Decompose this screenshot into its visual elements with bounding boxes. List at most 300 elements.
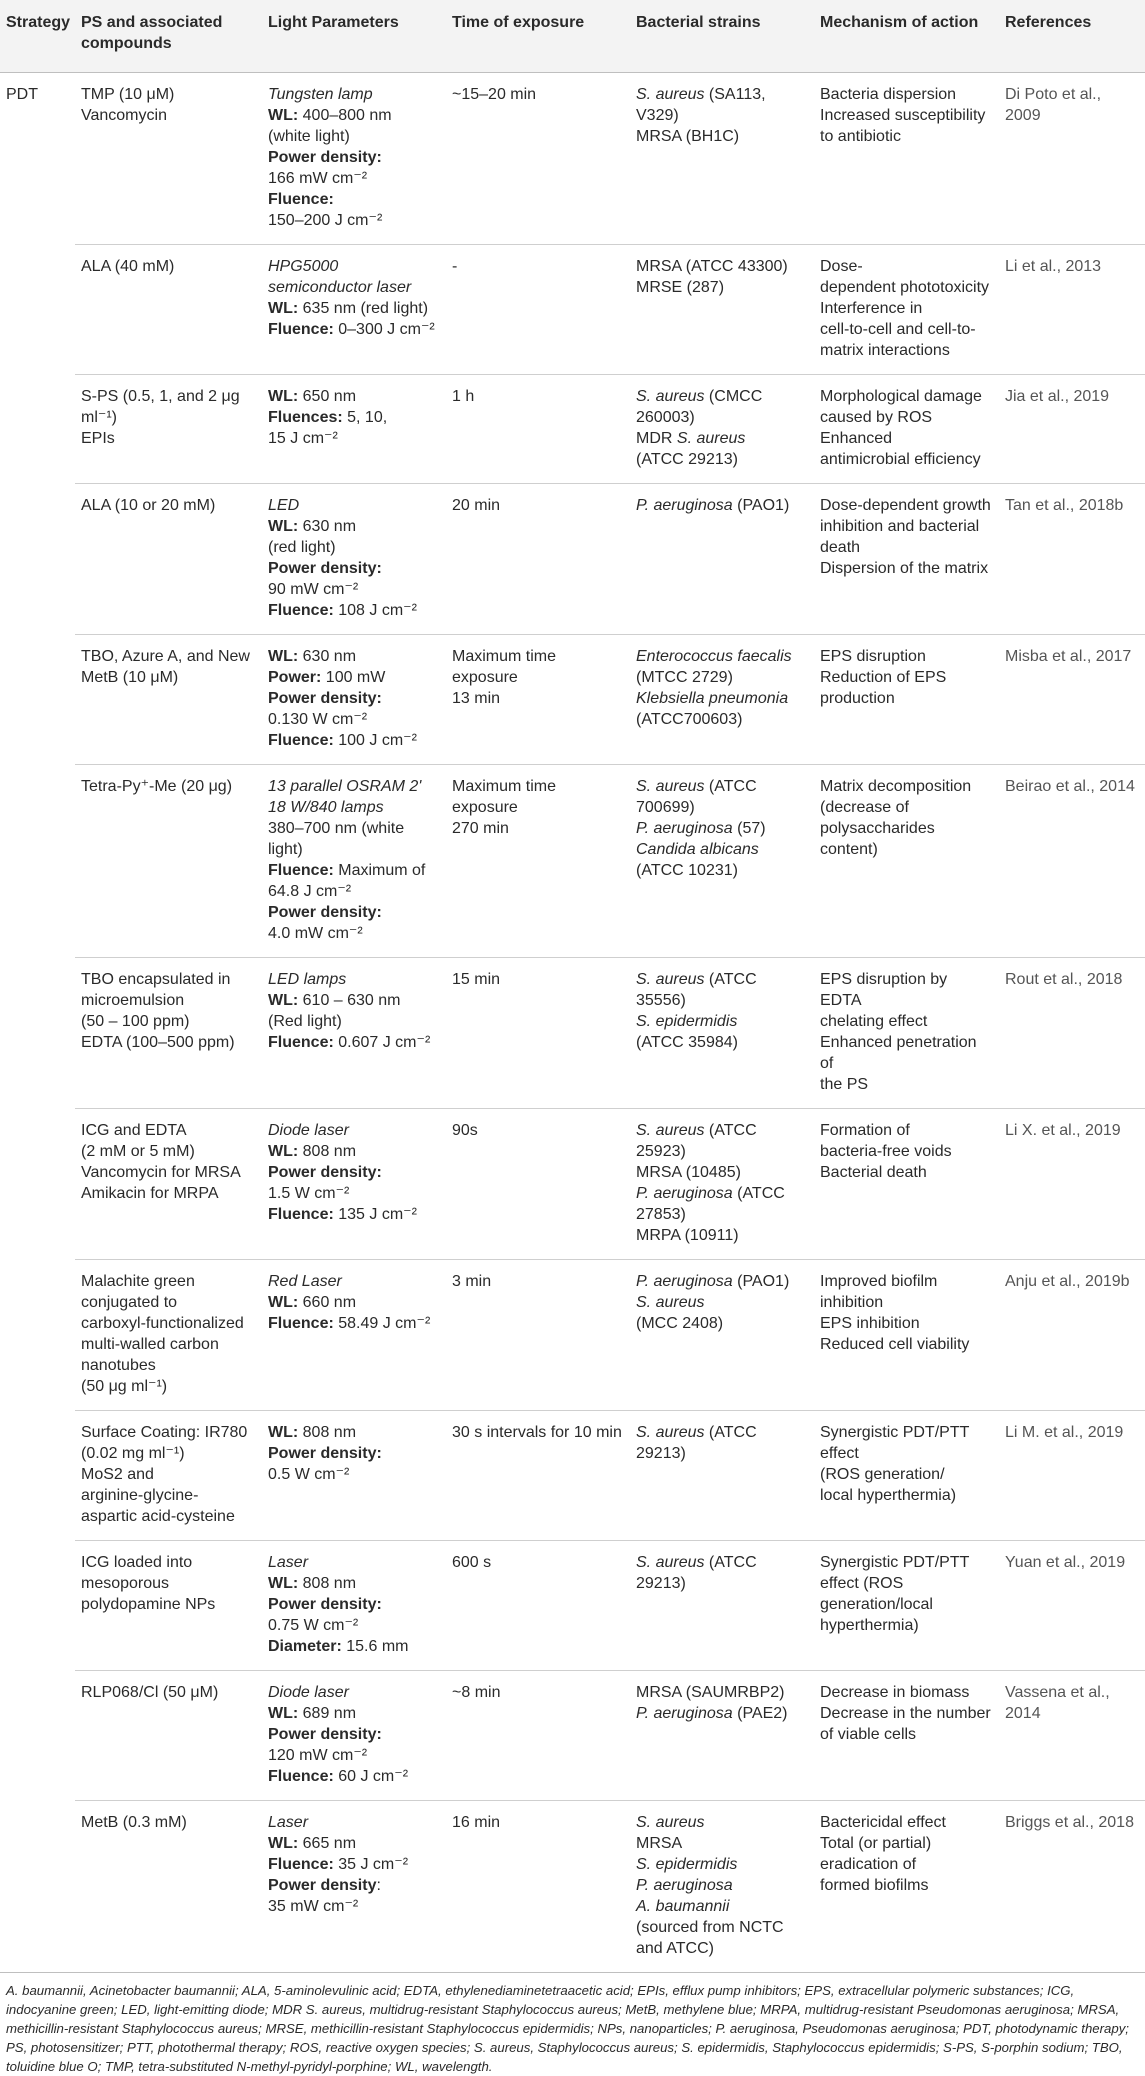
cell-strains-line	[636, 428, 808, 449]
param-label: Power density:	[268, 1596, 382, 1613]
cell-mechanism-line: EPS inhibition	[820, 1315, 920, 1332]
cell-light-line	[268, 1875, 440, 1896]
line-text: HPG5000	[268, 258, 339, 275]
table-row	[0, 765, 1145, 958]
param-value: 665 nm	[298, 1835, 357, 1852]
cell-strains-line	[636, 407, 808, 428]
cell-light-line	[268, 516, 440, 537]
param-value: 650 nm	[298, 388, 357, 405]
cell-mechanism-line: EPS disruption by EDTA	[820, 971, 948, 1009]
cell-light-line	[268, 189, 440, 210]
cell-mechanism-line: hyperthermia)	[820, 1617, 919, 1634]
cell-light-line	[268, 537, 440, 558]
cell-mechanism	[814, 1801, 999, 1973]
param-label: Fluence:	[268, 1206, 334, 1223]
param-label: WL:	[268, 1294, 299, 1311]
cell-strategy	[0, 484, 75, 635]
cell-light	[262, 1411, 446, 1541]
cell-light	[262, 375, 446, 484]
cell-ps	[75, 958, 262, 1109]
cell-light-line	[268, 1833, 440, 1854]
cell-mechanism-line: Total (or partial)	[820, 1835, 932, 1852]
cell-light-line	[268, 558, 440, 579]
cell-light-line	[268, 709, 440, 730]
cell-mechanism-line: matrix interactions	[820, 342, 950, 359]
line-text: Red Laser	[268, 1273, 342, 1290]
cell-ps-line: ml⁻¹)	[81, 409, 117, 426]
line-text: S. aureus (ATCC 29213)	[636, 1424, 757, 1462]
cell-light	[262, 635, 446, 765]
line-text: MRSE (287)	[636, 279, 725, 296]
cell-strains-line	[636, 667, 808, 688]
param-label: Fluence:	[268, 191, 334, 208]
cell-mechanism	[814, 1109, 999, 1260]
cell-light	[262, 484, 446, 635]
line-text: P. aeruginosa (ATCC	[636, 1185, 785, 1202]
cell-mechanism-line: Decrease in biomass	[820, 1684, 970, 1701]
cell-strategy: PDT	[6, 86, 38, 103]
param-value: 60 J cm⁻²	[333, 1768, 409, 1785]
cell-mechanism-line: effect (ROS	[820, 1575, 904, 1592]
cell-time-line: 270 min	[452, 820, 509, 837]
line-text: 90 mW cm⁻²	[268, 581, 359, 598]
line-text: S. aureus (SA113, V329)	[636, 86, 766, 124]
cell-mechanism	[814, 73, 999, 245]
cell-reference: Jia et al., 2019	[999, 375, 1145, 484]
line-text: 18 W/840 lamps	[268, 799, 384, 816]
table-row	[0, 73, 1145, 245]
cell-ps-line: Tetra-Py⁺-Me (20 μg)	[81, 778, 233, 795]
line-text: 380–700 nm (white	[268, 820, 405, 837]
line-text: Enterococcus faecalis	[636, 648, 792, 665]
cell-mechanism-line: dependent phototoxicity	[820, 279, 990, 296]
cell-light-line	[268, 105, 440, 126]
cell-strains-line	[636, 126, 808, 147]
cell-mechanism	[814, 1671, 999, 1801]
cell-strains-line	[636, 688, 808, 709]
line-text: 0.130 W cm⁻²	[268, 711, 368, 728]
cell-strains-line	[636, 256, 808, 277]
cell-light-line	[268, 1724, 440, 1745]
param-value: 135 J cm⁻²	[333, 1206, 417, 1223]
cell-ps	[75, 1109, 262, 1260]
cell-ps	[75, 245, 262, 375]
cell-ps-line: TBO, Azure A, and New	[81, 648, 250, 665]
cell-mechanism-line: Dose-dependent growth	[820, 497, 991, 514]
cell-ps	[75, 1411, 262, 1541]
cell-strains-line	[636, 1120, 808, 1162]
table-row	[0, 1109, 1145, 1260]
cell-strains-line	[636, 1225, 808, 1246]
cell-ps-line: microemulsion	[81, 992, 185, 1009]
cell-strains-line	[636, 1292, 808, 1313]
cell-light-line	[268, 1745, 440, 1766]
param-label: WL:	[268, 1143, 299, 1160]
cell-light-line	[268, 797, 440, 818]
cell-light-line	[268, 319, 440, 340]
cell-light-line	[268, 495, 440, 516]
line-text: S. aureus	[636, 1294, 705, 1311]
cell-strains-line	[636, 1703, 808, 1724]
cell-time	[446, 484, 630, 635]
table-row	[0, 1801, 1145, 1973]
line-text: 13 parallel OSRAM 2'	[268, 778, 422, 795]
cell-ps	[75, 1260, 262, 1411]
param-value: 0.607 J cm⁻²	[333, 1034, 431, 1051]
cell-reference: Tan et al., 2018b	[999, 484, 1145, 635]
cell-light-line	[268, 730, 440, 751]
cell-ps	[75, 1801, 262, 1973]
cell-mechanism-line: generation/local	[820, 1596, 933, 1613]
cell-ps	[75, 635, 262, 765]
cell-light-line	[268, 818, 440, 839]
table-row	[0, 635, 1145, 765]
cell-mechanism-line: Morphological damage	[820, 388, 982, 405]
cell-light	[262, 765, 446, 958]
cell-mechanism-line: Formation of	[820, 1122, 910, 1139]
param-label: WL:	[268, 992, 299, 1009]
cell-light	[262, 1541, 446, 1671]
header-strategy: Strategy	[0, 0, 75, 73]
line-text: S. aureus (ATCC 35556)	[636, 971, 757, 1009]
line-text: (ATCC700603)	[636, 711, 743, 728]
cell-strains-line	[636, 1183, 808, 1204]
cell-light-line	[268, 667, 440, 688]
cell-ps-line: (0.02 mg ml⁻¹)	[81, 1445, 185, 1462]
cell-reference: Beirao et al., 2014	[999, 765, 1145, 958]
line-text: 150–200 J cm⁻²	[268, 212, 383, 229]
cell-light-line	[268, 1854, 440, 1875]
param-label: Power density:	[268, 560, 382, 577]
cell-time-line: Maximum time exposure	[452, 778, 557, 816]
cell-light-line	[268, 386, 440, 407]
cell-strategy	[0, 765, 75, 958]
cell-strategy	[0, 635, 75, 765]
cell-light-line	[268, 688, 440, 709]
cell-mechanism-line: Dispersion of the matrix	[820, 560, 989, 577]
cell-strains-line	[636, 1204, 808, 1225]
cell-strains-line	[636, 277, 808, 298]
line-text: MRSA (BH1C)	[636, 128, 740, 145]
line-text: P. aeruginosa (PAO1)	[636, 497, 790, 514]
cell-light-line	[268, 600, 440, 621]
line-text: (white light)	[268, 128, 350, 145]
cell-mechanism-line: antimicrobial efficiency	[820, 451, 981, 468]
cell-light-line	[268, 1183, 440, 1204]
line-text: (ATCC 29213)	[636, 451, 738, 468]
line-text: Tungsten lamp	[268, 86, 373, 103]
table-row	[0, 1541, 1145, 1671]
cell-light-line	[268, 1141, 440, 1162]
cell-light-line	[268, 1703, 440, 1724]
cell-strains-line	[636, 386, 808, 407]
cell-light	[262, 1260, 446, 1411]
cell-strains	[630, 1260, 814, 1411]
param-value: 808 nm	[298, 1143, 357, 1160]
table-row	[0, 375, 1145, 484]
cell-mechanism-line: bacteria-free voids	[820, 1143, 952, 1160]
cell-ps-line: Vancomycin for MRSA	[81, 1164, 241, 1181]
cell-mechanism-line: local hyperthermia)	[820, 1487, 957, 1504]
cell-light-line	[268, 1766, 440, 1787]
param-label: Fluence:	[268, 1768, 334, 1785]
line-text: (MTCC 2729)	[636, 669, 733, 686]
cell-strains-line	[636, 1313, 808, 1334]
cell-mechanism-line: eradication of	[820, 1856, 917, 1873]
cell-reference: Anju et al., 2019b	[999, 1260, 1145, 1411]
cell-time	[446, 375, 630, 484]
cell-mechanism-line: Increased susceptibility	[820, 107, 986, 124]
cell-light-line	[268, 428, 440, 449]
cell-time-line: 1 h	[452, 388, 475, 405]
cell-mechanism-line: Matrix decomposition	[820, 778, 972, 795]
cell-ps-line: aspartic acid-cysteine	[81, 1508, 235, 1525]
param-value: 808 nm	[298, 1575, 357, 1592]
param-label: Fluence:	[268, 862, 334, 879]
cell-mechanism-line: death	[820, 539, 861, 556]
cell-ps-line: ICG loaded into	[81, 1554, 193, 1571]
param-label: Diameter:	[268, 1638, 342, 1655]
cell-mechanism	[814, 245, 999, 375]
line-text: (MCC 2408)	[636, 1315, 724, 1332]
cell-time-line: ~8 min	[452, 1684, 501, 1701]
line-text: P. aeruginosa	[636, 1877, 733, 1894]
cell-light-line	[268, 210, 440, 231]
line-text: LED	[268, 497, 300, 514]
cell-light-line	[268, 1271, 440, 1292]
cell-light-line	[268, 579, 440, 600]
cell-mechanism-line: inhibition	[820, 1294, 884, 1311]
cell-light-line	[268, 1573, 440, 1594]
cell-strains	[630, 765, 814, 958]
cell-ps-line: (2 mM or 5 mM)	[81, 1143, 195, 1160]
cell-light-line	[268, 1594, 440, 1615]
cell-ps-line: Malachite green	[81, 1273, 195, 1290]
line-text: MRPA (10911)	[636, 1227, 739, 1244]
cell-strains	[630, 1801, 814, 1973]
param-label: Fluences:	[268, 409, 343, 426]
cell-ps-line: carboxyl-functionalized	[81, 1315, 244, 1332]
cell-strains-line	[636, 1271, 808, 1292]
param-label: WL:	[268, 300, 299, 317]
cell-ps	[75, 375, 262, 484]
line-text: P. aeruginosa (PAE2)	[636, 1705, 788, 1722]
param-label: Power density:	[268, 1164, 382, 1181]
line-text: MRSA	[636, 1835, 683, 1852]
cell-mechanism-line: Improved biofilm	[820, 1273, 938, 1290]
param-value: 0–300 J cm⁻²	[333, 321, 435, 338]
line-text: P. aeruginosa (PAO1)	[636, 1273, 790, 1290]
param-label: WL:	[268, 1705, 299, 1722]
cell-light-line	[268, 1292, 440, 1313]
cell-light-line	[268, 969, 440, 990]
cell-strains-line	[636, 1032, 808, 1053]
table-row	[0, 1411, 1145, 1541]
table-header	[0, 0, 1145, 73]
line-text: S. aureus (CMCC	[636, 388, 763, 405]
line-text: S. aureus (ATCC 29213)	[636, 1554, 757, 1592]
cell-ps-line: multi-walled carbon	[81, 1336, 219, 1353]
cell-strategy	[0, 1541, 75, 1671]
table-row	[0, 1671, 1145, 1801]
cell-strains-line	[636, 860, 808, 881]
cell-light-line	[268, 1422, 440, 1443]
cell-light-line	[268, 1120, 440, 1141]
cell-mechanism	[814, 1260, 999, 1411]
line-text: (sourced from NCTC	[636, 1919, 784, 1936]
cell-mechanism-line: Bactericidal effect	[820, 1814, 946, 1831]
cell-mechanism-line: EPS disruption	[820, 648, 926, 665]
cell-ps-line: polydopamine NPs	[81, 1596, 216, 1613]
param-label: WL:	[268, 388, 299, 405]
param-label: Fluence:	[268, 1856, 334, 1873]
param-value: 660 nm	[298, 1294, 357, 1311]
cell-mechanism-line: of viable cells	[820, 1726, 917, 1743]
cell-time-line: 600 s	[452, 1554, 492, 1571]
cell-light-line	[268, 1032, 440, 1053]
header-ps: PS and associated compounds	[75, 0, 262, 73]
cell-light-line	[268, 147, 440, 168]
cell-mechanism	[814, 1411, 999, 1541]
cell-reference: Rout et al., 2018	[999, 958, 1145, 1109]
cell-light-line	[268, 1682, 440, 1703]
line-text: Laser	[268, 1814, 309, 1831]
line-text: (ATCC 10231)	[636, 862, 738, 879]
param-label: Fluence:	[268, 321, 334, 338]
table-footnote: A. baumannii, Acinetobacter baumannii; ALA, 5-aminolevulinic acid; EDTA, ethylenediaminetetraacetic acid; EPIs, efflux pump inhibitors; EPS, extracellular polymeric substances; ICG, indocyanine green; LED, light-emitting diode; MDR S. aureus, multidrug-resistant Staphylococcus aureus; MetB, methylene blue; MRPA, multidrug-resistant Pseudomonas aeruginosa; MRSA, methicillin-resistant Staphylococcus aureus; MRSE, methicillin-resistant Staphylococcus epidermidis; NPs, nanoparticles; P. aeruginosa, Pseudomonas aeruginosa; PDT, photodynamic therapy; PS, photosensitizer; PTT, photothermal therapy; ROS, reactive oxygen species; S. aureus, Staphylococcus aureus; S. epidermidis, Staphylococcus epidermidis; S-PS, S-porphin sodium; TBO, toluidine blue O; TMP, tetra-substituted N-methyl-pyridyl-porphine; WL, wavelength.	[6, 1983, 1129, 2074]
cell-strategy	[0, 958, 75, 1109]
cell-mechanism-line: production	[820, 690, 895, 707]
line-text: (Red light)	[268, 1013, 342, 1030]
cell-mechanism-line: Reduced cell viability	[820, 1336, 970, 1353]
cell-mechanism-line: Enhanced	[820, 430, 893, 447]
cell-strains-line	[636, 818, 808, 839]
param-label: Power density:	[268, 690, 382, 707]
cell-strains	[630, 1411, 814, 1541]
cell-strains-line	[636, 1682, 808, 1703]
param-label: Power:	[268, 669, 322, 686]
cell-ps-line: ALA (40 mM)	[81, 258, 175, 275]
cell-light	[262, 958, 446, 1109]
cell-time	[446, 245, 630, 375]
cell-light-line	[268, 1011, 440, 1032]
cell-strains	[630, 635, 814, 765]
param-value: 100 J cm⁻²	[333, 732, 417, 749]
cell-light-line	[268, 277, 440, 298]
line-text: semiconductor laser	[268, 279, 412, 296]
param-value: 630 nm	[298, 648, 357, 665]
line-text: 27853)	[636, 1206, 686, 1223]
cell-mechanism	[814, 375, 999, 484]
header-row	[0, 0, 1145, 73]
cell-time	[446, 1109, 630, 1260]
cell-light-line	[268, 126, 440, 147]
cell-time-line: 15 min	[452, 971, 501, 988]
cell-time-line: 13 min	[452, 690, 501, 707]
param-value: 5, 10,	[342, 409, 388, 426]
header-strains: Bacterial strains	[630, 0, 814, 73]
line-text: 120 mW cm⁻²	[268, 1747, 368, 1764]
cell-light	[262, 1109, 446, 1260]
cell-strains-line	[636, 776, 808, 797]
line-text: LED lamps	[268, 971, 347, 988]
cell-light-line	[268, 881, 440, 902]
cell-ps-line: EPIs	[81, 430, 115, 447]
cell-mechanism-line: Synergistic PDT/PTT	[820, 1424, 970, 1441]
header-light: Light Parameters	[262, 0, 446, 73]
cell-time	[446, 1411, 630, 1541]
param-label: WL:	[268, 648, 299, 665]
param-label: WL:	[268, 1575, 299, 1592]
cell-ps-line: (50 μg ml⁻¹)	[81, 1378, 168, 1395]
line-text: S. aureus (ATCC	[636, 778, 757, 795]
cell-strategy	[0, 1671, 75, 1801]
cell-mechanism-line: to antibiotic	[820, 128, 901, 145]
cell-mechanism	[814, 1541, 999, 1671]
table-row	[0, 484, 1145, 635]
header-time: Time of exposure	[446, 0, 630, 73]
param-value: 35 J cm⁻²	[333, 1856, 409, 1873]
table-row	[0, 958, 1145, 1109]
cell-light-line	[268, 168, 440, 189]
line-text: (ATCC 35984)	[636, 1034, 738, 1051]
param-value: 689 nm	[298, 1705, 357, 1722]
param-value: Maximum of	[333, 862, 426, 879]
cell-light	[262, 1671, 446, 1801]
line-text: P. aeruginosa (57)	[636, 820, 766, 837]
cell-ps-line: TBO encapsulated in	[81, 971, 231, 988]
cell-time-line: ~15–20 min	[452, 86, 537, 103]
cell-strains	[630, 1109, 814, 1260]
cell-mechanism-line: Synergistic PDT/PTT	[820, 1554, 970, 1571]
line-text: Klebsiella pneumonia	[636, 690, 789, 707]
cell-ps-line: EDTA (100–500 ppm)	[81, 1034, 235, 1051]
cell-strains-line	[636, 969, 808, 1011]
cell-ps-line: nanotubes	[81, 1357, 156, 1374]
cell-strategy	[0, 1411, 75, 1541]
cell-light-line	[268, 1615, 440, 1636]
cell-light-line	[268, 1812, 440, 1833]
cell-ps-line: arginine-glycine-	[81, 1487, 199, 1504]
cell-strains-line	[636, 1875, 808, 1896]
line-text: 0.5 W cm⁻²	[268, 1466, 350, 1483]
cell-mechanism-line: content)	[820, 841, 878, 858]
cell-ps-line: MoS2 and	[81, 1466, 154, 1483]
param-label: WL:	[268, 1424, 299, 1441]
line-text: 0.75 W cm⁻²	[268, 1617, 359, 1634]
line-text: and ATCC)	[636, 1940, 714, 1957]
cell-mechanism-line: Interference in	[820, 300, 923, 317]
header-references: References	[999, 0, 1145, 73]
cell-time	[446, 958, 630, 1109]
cell-time	[446, 73, 630, 245]
cell-ps-line: (50 – 100 ppm)	[81, 1013, 190, 1030]
cell-ps	[75, 765, 262, 958]
param-label: WL:	[268, 107, 299, 124]
param-label: Power density	[268, 1877, 377, 1894]
cell-strains-line	[636, 1938, 808, 1959]
cell-light-line	[268, 776, 440, 797]
cell-time	[446, 765, 630, 958]
line-text: S. aureus	[636, 1814, 705, 1831]
cell-strains-line	[636, 495, 808, 516]
cell-reference: Li et al., 2013	[999, 245, 1145, 375]
cell-mechanism-line: (decrease of	[820, 799, 909, 816]
cell-ps	[75, 73, 262, 245]
cell-ps-line: mesoporous	[81, 1575, 170, 1592]
cell-mechanism	[814, 635, 999, 765]
line-text: Diode laser	[268, 1122, 349, 1139]
